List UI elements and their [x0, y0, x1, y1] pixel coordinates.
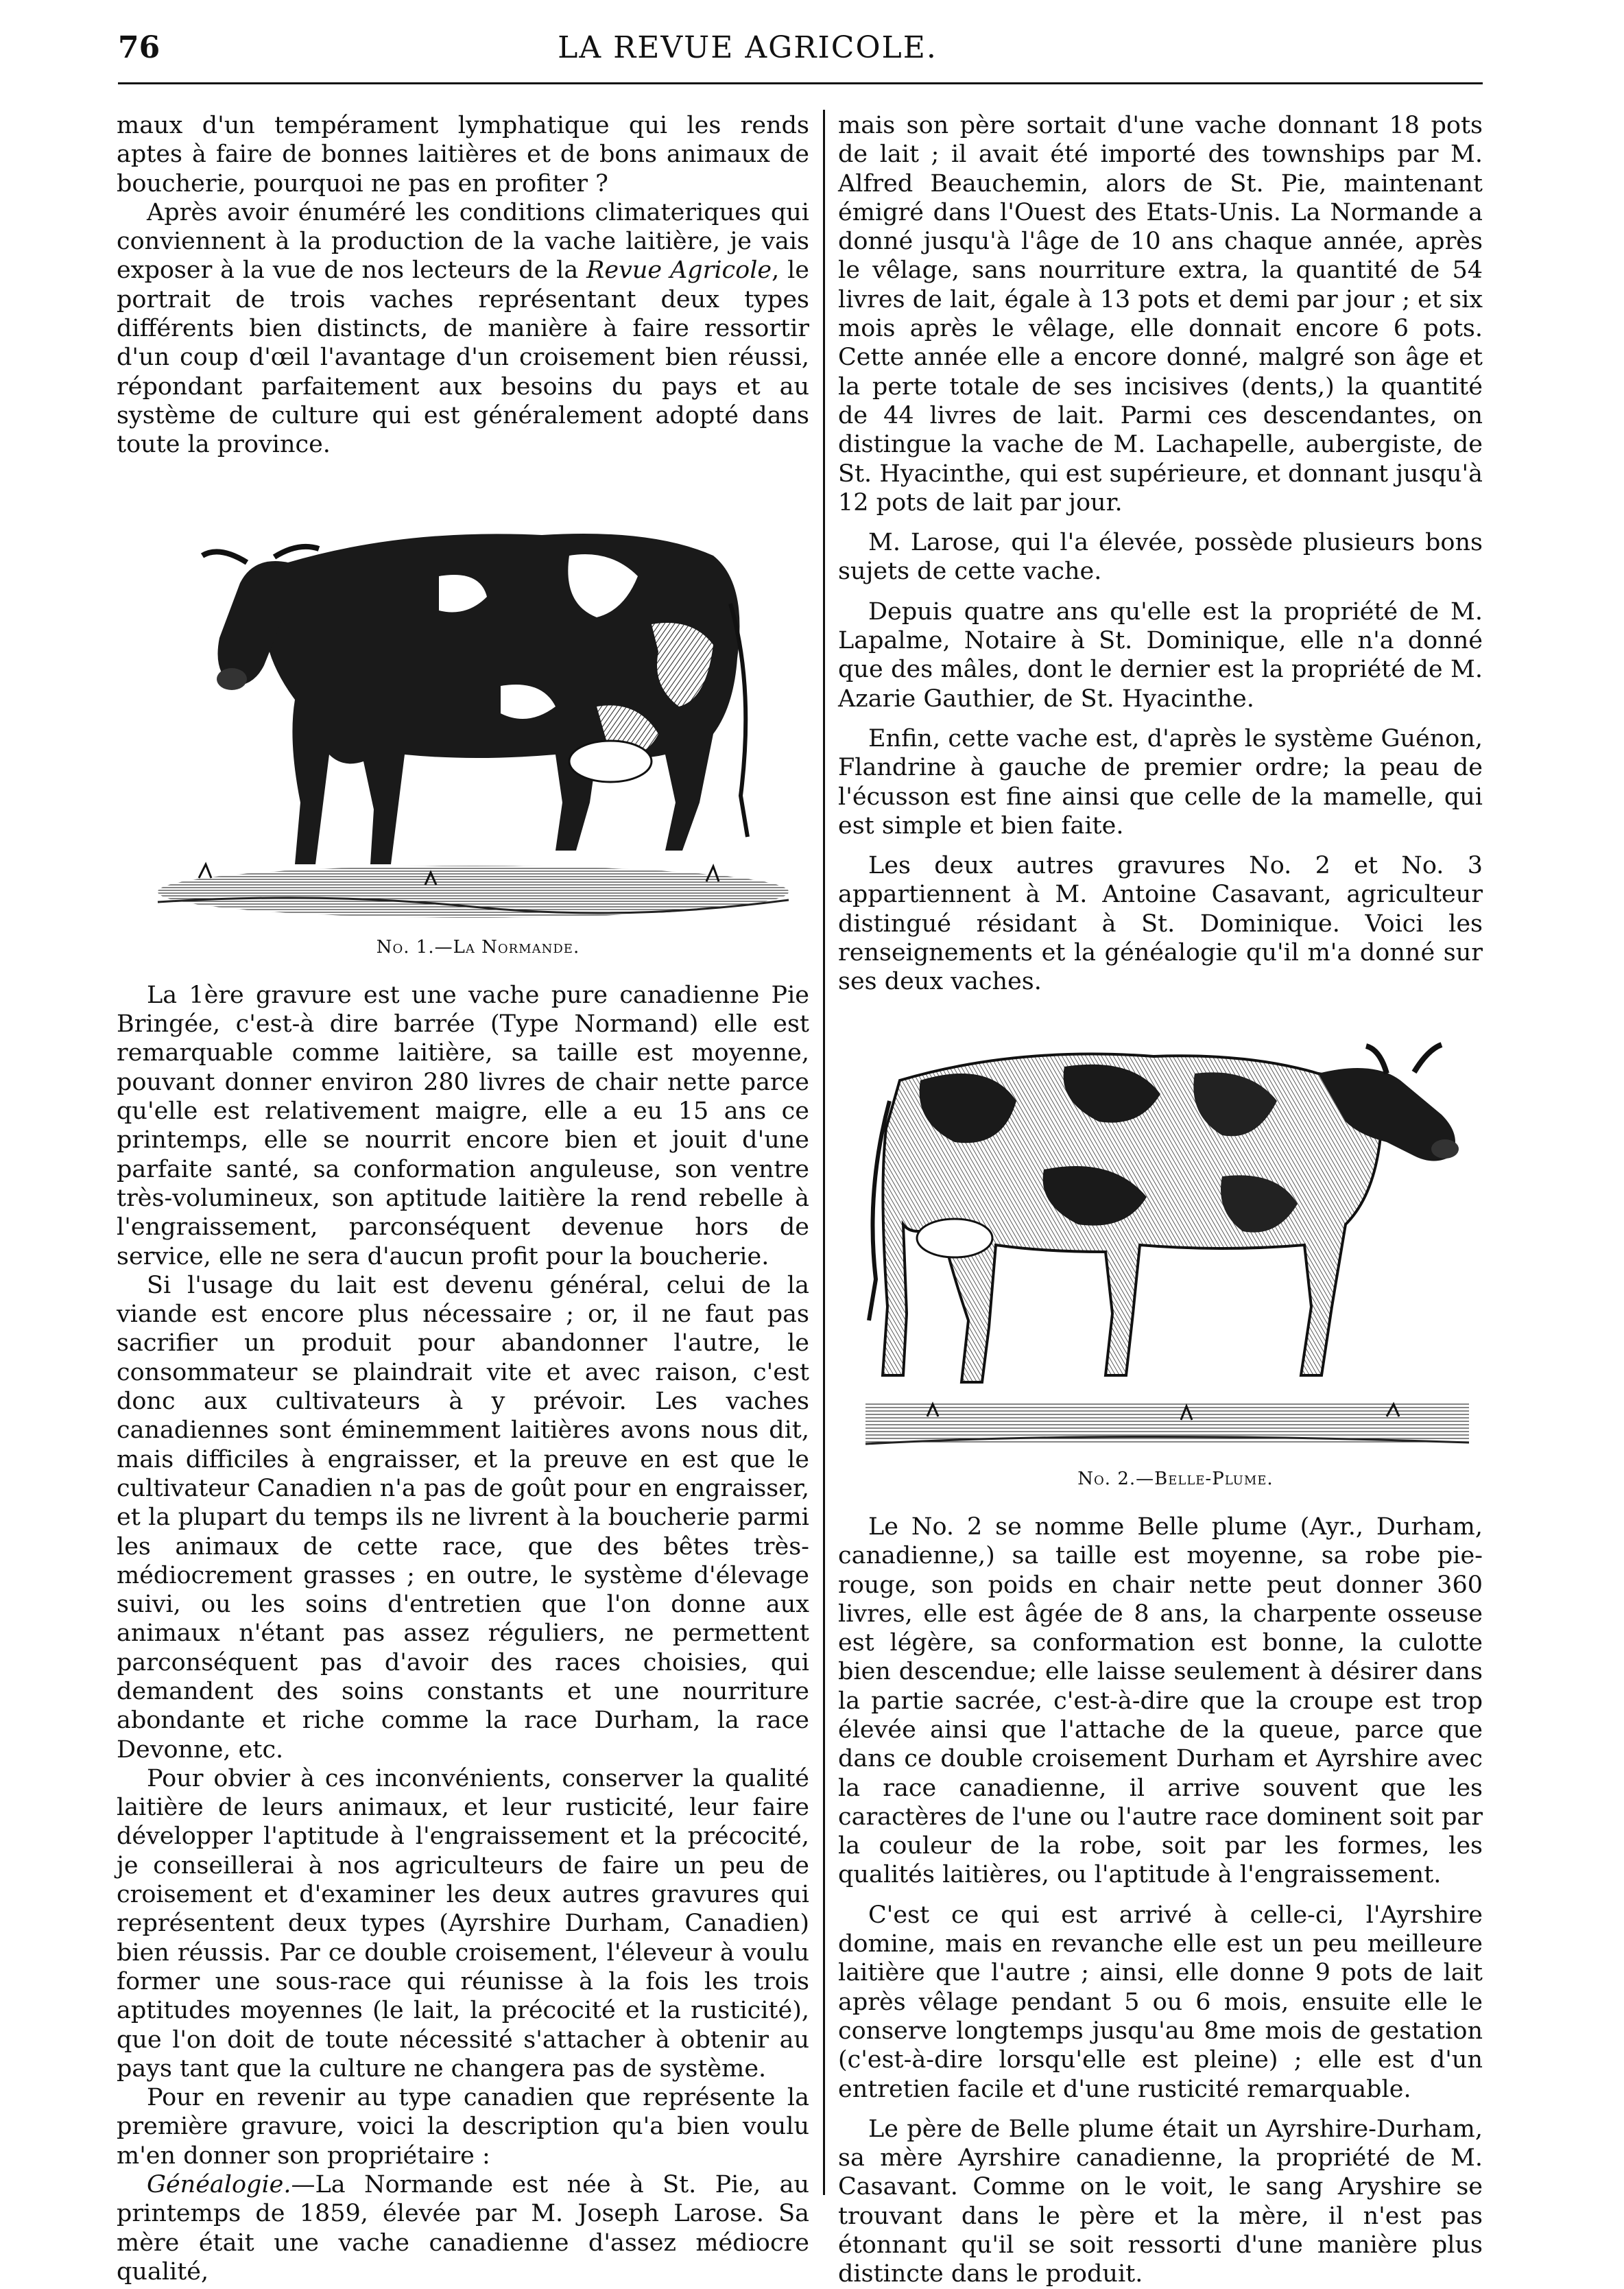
- paragraph: maux d'un tempérament lymphatique qui les rends aptes à faire de bonnes laitières et de bons animaux de boucherie, pourquoi ne pas en profiter ?: [117, 112, 809, 198]
- paragraph: Enfin, cette vache est, d'après le système Guénon, Flandrine à gauche de premier ordre; la peau de l'écusson est fine ainsi que celle de la mamelle, qui est simple et bien faite.: [838, 724, 1483, 840]
- paragraph: La 1ère gravure est une vache pure canadienne Pie Bringée, c'est-à dire barrée (Type Normand) elle est remarquable comme laitière, sa taille est moyenne, pouvant donner environ 280 livres de chair nette parce qu'elle est relativement maigre, elle a eu 15 ans ce printemps, elle se nourrit encore bien et jouit d'une parfaite santé, sa conformation anguleuse, son ventre très-volumineux, son aptitude laitière la rend rebelle à l'engraissement, parconséquent devenue hors de service, elle ne sera d'aucun profit pour la boucherie.: [117, 981, 809, 1270]
- left-column: [117, 111, 809, 2286]
- paragraph: [117, 2170, 809, 2286]
- paragraph: Pour en revenir au type canadien que représente la première gravure, voici la description qu'a bien voulu m'en donner son propriétaire :: [117, 2084, 809, 2170]
- cow-engraving-belle-plume: [838, 1019, 1483, 1464]
- page-header: [118, 30, 1377, 78]
- text-run: Après avoir énuméré les conditions climateriques qui conviennent à la production de la vache laitière, je vais exposer à la vue de nos lecteurs de la: [117, 198, 809, 285]
- column-rule: [823, 110, 825, 2195]
- text-run: , le portrait de trois vaches représentant deux types différents bien distincts, de manière à faire ressortir d'un coup d'œil l'avantage d'un croisement bien réussi, répondant parfaitement aux besoins du pays et au système de culture qui est généralement adopté dans toute la province.: [117, 257, 810, 459]
- figure-belle-plume: [838, 1019, 1483, 1493]
- journal-name: Revue Agricole: [586, 257, 772, 285]
- paragraph: C'est ce qui est arrivé à celle-ci, l'Ayrshire domine, mais en revanche elle est un peu meilleure laitière que l'autre ; ainsi, elle donne 9 pots de lait après vêlage pendant 5 ou 6 mois, ensuite elle le conserve longtemps jusqu'au 8me mois de gestation (c'est-à-dire lorsqu'elle est pleine) ; elle est d'un entretien facile et d'une rusticité remarquable.: [838, 1901, 1483, 2103]
- paragraph: M. Larose, qui l'a élevée, possède plusieurs bons sujets de cette vache.: [838, 529, 1483, 586]
- page-number: 76: [118, 30, 160, 65]
- journal-title: LA REVUE AGRICOLE.: [558, 30, 938, 65]
- figure-caption: No. 2.—Belle-Plume.: [1077, 1468, 1274, 1489]
- section-label: Généalogie.: [147, 2171, 291, 2199]
- right-column: [838, 111, 1483, 2289]
- paragraph: Les deux autres gravures No. 2 et No. 3 appartiennent à M. Antoine Casavant, agriculteur distingué résidant à St. Dominique. Voici les renseignements et la généalogie qu'il m'a donné sur ses deux vaches.: [838, 852, 1483, 996]
- paragraph: Depuis quatre ans qu'elle est la propriété de M. Lapalme, Notaire à St. Dominique, elle n'a donné que des mâles, dont le dernier est la propriété de M. Azarie Gauthier, de St. Hyacinthe.: [838, 597, 1483, 713]
- paragraph: Si l'usage du lait est devenu général, celui de la viande est encore plus nécessaire ; or, il ne faut pas sacrifier un produit pour abandonner l'autre, le consommateur se plaindrait vite et avec raison, c'est donc aux cultivateurs à y prévoir. Les vaches canadiennes sont éminemment laitières avons nous dit, mais difficiles à engraisser, et la preuve en est que le cultivateur Canadien n'a pas de goût pour en engraisser, et la plupart du temps ils ne livrent à la boucherie parmi les animaux de cette race, que des bêtes très-médiocrement grasses ; en outre, le système d'élevage suivi, ou les soins d'entretien que l'on donne aux animaux n'étant pas assez réguliers, ne permettent parconséquent pas d'avoir des races choisies, qui demandent des soins constants et une nourriture abondante et riche comme la race Durham, la race Devonne, etc.: [117, 1271, 809, 1764]
- paragraph: Pour obvier à ces inconvénients, conserver la qualité laitière de leurs animaux, et leur rusticité, leur faire développer l'aptitude à l'engraissement et la précocité, je conseillerai à nos agriculteurs de faire un peu de croisement et d'examiner les deux autres gravures qui représentent deux types (Ayrshire Durham, Canadien) bien réussis. Par ce double croisement, l'éleveur à voulu former une sous-race qui réunisse à la fois les trois aptitudes moyennes (le lait, la précocité et la rusticité), que l'on doit de toute nécessité s'attacher à obtenir au pays tant que la culture ne changera pas de système.: [117, 1764, 809, 2083]
- text-run: —La Normande est née à St. Pie, au printemps de 1859, élevée par M. Joseph Larose. Sa mère était une vache canadienne d'assez médiocre qualité,: [117, 2171, 809, 2286]
- paragraph: mais son père sortait d'une vache donnant 18 pots de lait ; il avait été importé des townships par M. Alfred Beauchemin, alors de St. Pie, maintenant émigré dans l'Ouest des Etats-Unis. La Normande a donné jusqu'à l'âge de 10 ans chaque année, après le vêlage, sans nourriture extra, la quantité de 54 livres de lait, égale à 13 pots et demi par jour ; et six mois après le vêlage, elle donnait encore 6 pots. Cette année elle a encore donné, malgré son âge et la perte totale de ses incisives (dents,) la quantité de 44 livres de lait. Parmi ces descendantes, on distingue la vache de M. Lachapelle, aubergiste, de St. Hyacinthe, qui est supérieure, et donnant jusqu'à 12 pots de lait par jour.: [838, 112, 1483, 517]
- paragraph: Le No. 2 se nomme Belle plume (Ayr., Durham, canadienne,) sa taille est moyenne, sa robe pie-rouge, son poids en chair nette peut donner 360 livres, elle est âgée de 8 ans, la charpente osseuse est légère, sa conformation est bonne, la culotte bien descendue; elle laisse seulement à désirer dans la partie sacrée, c'est-à-dire que la croupe est trop élevée ainsi que l'attache de la queue, parce que dans ce double croisement Durham et Ayrshire avec la race canadienne, il arrive souvent que les caractères de l'une ou l'autre race dominent soit par la couleur de la robe, soit par les formes, les qualités laitières, ou l'aptitude à l'engraissement.: [838, 1513, 1483, 1889]
- paragraph: Le père de Belle plume était un Ayrshire-Durham, sa mère Ayrshire canadienne, la propriété de M. Casavant. Comme on le voit, le sang Aryshire se trouvant dans le père et la mère, il n'est pas étonnant qu'il se soit ressorti d'une manière plus distincte dans le produit.: [838, 2115, 1483, 2288]
- cow-engraving-normande: [117, 480, 809, 933]
- header-rule: [118, 82, 1483, 84]
- figure-normande: [117, 480, 809, 962]
- paragraph: [117, 198, 809, 460]
- figure-caption: No. 1.—La Normande.: [376, 936, 580, 958]
